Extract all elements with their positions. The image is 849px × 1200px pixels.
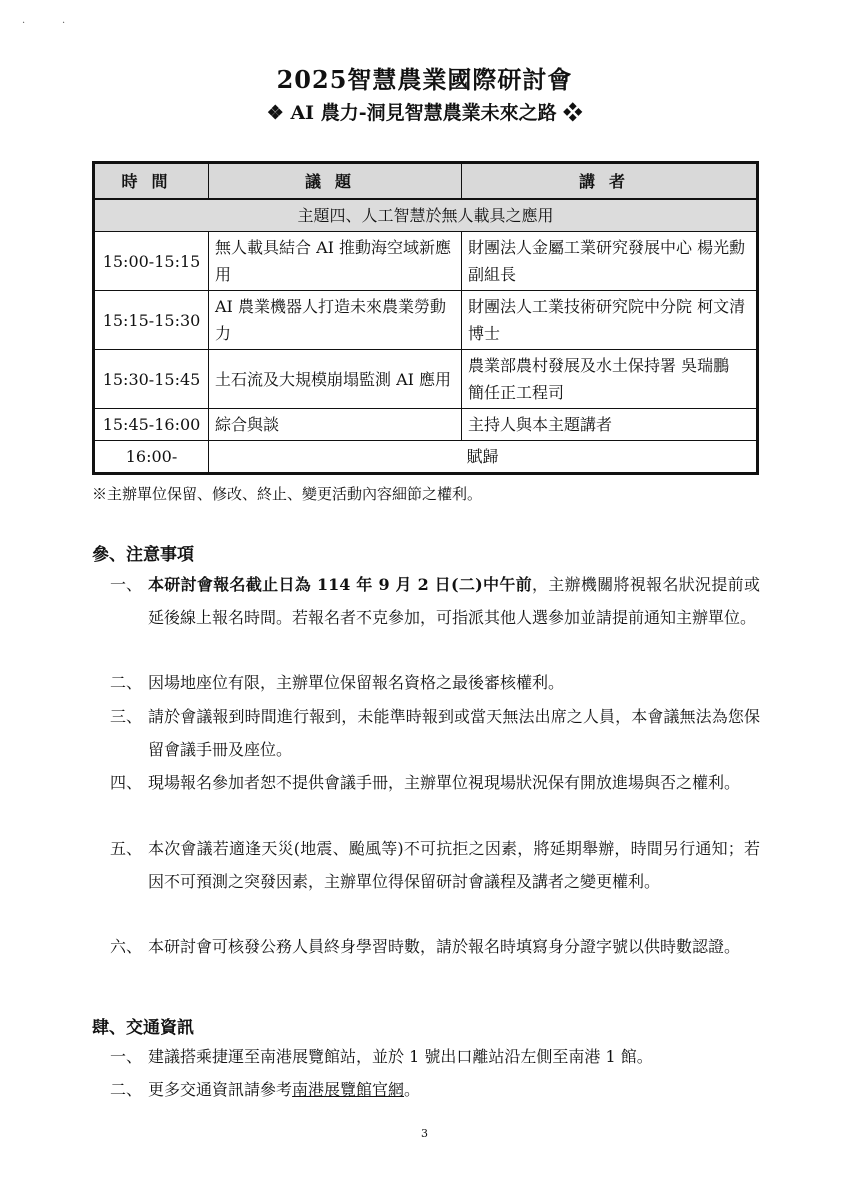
item-text — [148, 1073, 760, 1106]
column-header-topic: 議題 — [209, 163, 462, 200]
speaker-cell: 財團法人工業技術研究院中分院 柯文清 博士 — [462, 291, 758, 350]
table-row — [94, 350, 758, 409]
item-number: 五、 — [110, 839, 143, 858]
item-text-rest: ，主辦機關將視報名狀況提前或延後線上報名時間。若報名者不克參加，可指派其他人選參加並請提前通知主辦單位。 — [148, 575, 760, 627]
notice-item — [110, 666, 760, 699]
notice-item — [110, 568, 760, 634]
item-text: 建議搭乘捷運至南港展覽館站，並於 1 號出口離站沿左側至南港 1 館。 — [148, 1047, 653, 1066]
notice-item — [110, 766, 760, 799]
topic-cell: 土石流及大規模崩塌監測 AI 應用 — [209, 350, 462, 409]
notice-item — [110, 930, 760, 963]
table-row — [94, 291, 758, 350]
scan-mark: · — [22, 18, 26, 29]
notices-heading: 參、注意事項 — [92, 545, 194, 565]
speaker-cell: 主持人與本主題講者 — [462, 409, 758, 441]
topic-cell: 無人載具結合 AI 推動海空域新應用 — [209, 232, 462, 291]
closing-label: 賦歸 — [209, 441, 758, 474]
transport-item — [110, 1040, 760, 1073]
time-cell: 16:00- — [94, 441, 209, 474]
venue-website-link[interactable]: 南港展覽館官網 — [292, 1080, 405, 1099]
table-row — [94, 232, 758, 291]
document-subtitle: ❖ AI 農力-洞見智慧農業未來之路 ❖ — [266, 102, 583, 124]
item-number: 六、 — [110, 937, 143, 956]
item-number: 二、 — [110, 673, 143, 692]
item-text: 本研討會可核發公務人員終身學習時數，請於報名時填寫身分證字號以供時數認證。 — [148, 937, 741, 956]
item-text-lead: 更多交通資訊請參考 — [148, 1080, 293, 1099]
section-row — [94, 199, 758, 232]
speaker-cell: 農業部農村發展及水土保持署 吳瑞鵬 簡任正工程司 — [462, 350, 758, 409]
item-text: 請於會議報到時間進行報到，未能準時報到或當天無法出席之人員，本會議無法為您保留會議手冊及座位。 — [148, 707, 760, 759]
topic-cell: AI 農業機器人打造未來農業勞動力 — [209, 291, 462, 350]
column-header-speaker: 講者 — [462, 163, 758, 200]
table-header-row — [94, 163, 758, 200]
item-number: 一、 — [110, 1047, 143, 1066]
page-number: 3 — [421, 1127, 428, 1140]
transport-item — [110, 1073, 760, 1106]
rights-note: ※主辦單位保留、修改、終止、變更活動內容細節之權利。 — [92, 485, 483, 503]
item-text-tail: 。 — [404, 1080, 421, 1099]
closing-row — [94, 441, 758, 474]
topic-cell: 綜合與談 — [209, 409, 462, 441]
time-cell: 15:00-15:15 — [94, 232, 209, 291]
transport-heading: 肆、交通資訊 — [92, 1018, 194, 1038]
deadline-text: 本研討會報名截止日為 114 年 9 月 2 日(二)中午前 — [148, 575, 532, 594]
item-text — [148, 568, 760, 634]
time-cell: 15:30-15:45 — [94, 350, 209, 409]
item-text: 本次會議若適逢天災(地震、颱風等)不可抗拒之因素，將延期舉辦，時間另行通知；若因不可預測之突發因素，主辦單位得保留研討會議程及講者之變更權利。 — [148, 839, 760, 891]
item-number: 二、 — [110, 1080, 143, 1099]
agenda-table — [92, 161, 762, 475]
item-text: 現場報名參加者恕不提供會議手冊，主辦單位視現場狀況保有開放進場與否之權利。 — [148, 773, 741, 792]
document-title: 2025智慧農業國際研討會 — [276, 65, 573, 94]
item-number: 四、 — [110, 773, 143, 792]
table-row — [94, 409, 758, 441]
section-title: 主題四、人工智慧於無人載具之應用 — [94, 199, 758, 232]
notice-item — [110, 700, 760, 766]
item-text: 因場地座位有限，主辦單位保留報名資格之最後審核權利。 — [148, 673, 565, 692]
column-header-time: 時間 — [94, 163, 209, 200]
time-cell: 15:45-16:00 — [94, 409, 209, 441]
time-cell: 15:15-15:30 — [94, 291, 209, 350]
scan-mark: · — [62, 18, 66, 29]
notice-item — [110, 832, 760, 898]
item-number: 三、 — [110, 707, 143, 726]
speaker-cell: 財團法人金屬工業研究發展中心 楊光勳 副組長 — [462, 232, 758, 291]
item-number: 一、 — [110, 575, 143, 594]
